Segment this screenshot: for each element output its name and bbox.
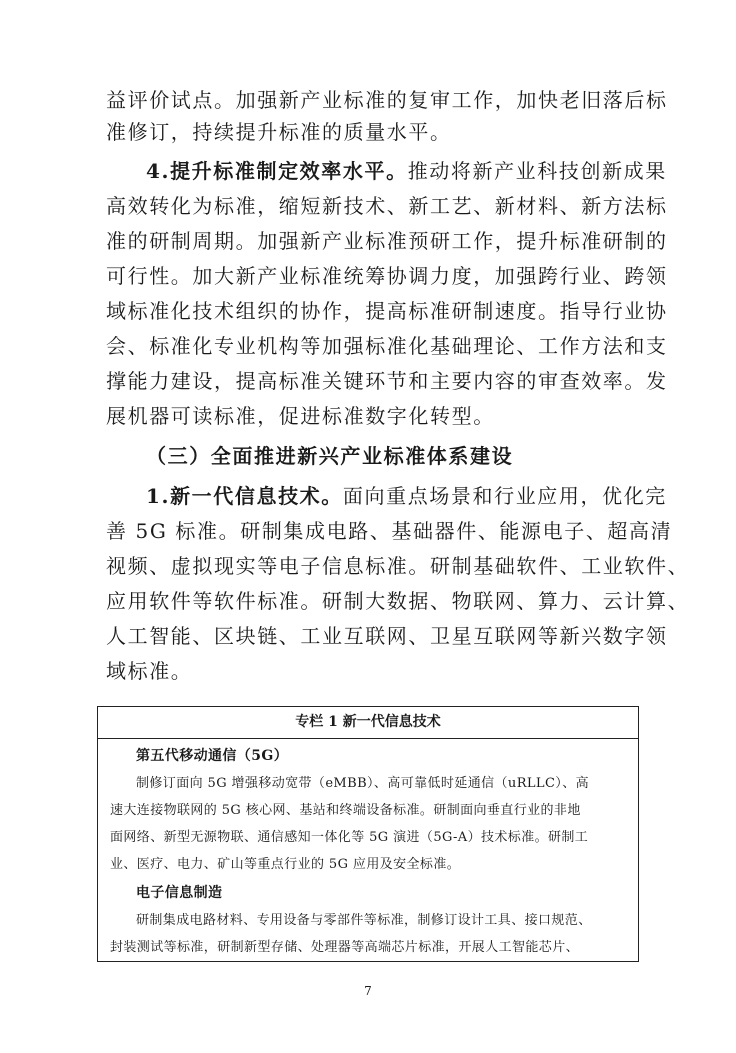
body-line [106,299,668,323]
heading-text: （三）全面推进新兴产业标准体系建设 [146,444,514,468]
box-line: 速大连接物联网的 5G 核心网、基站和终端设备标准。研制面向垂直行业的非地 [110,803,581,818]
body-line [106,554,690,578]
body-line [106,659,636,683]
box-title: 专栏 1 新一代信息技术 [98,707,638,739]
body-line [106,264,668,288]
body-text-span: 善 5G 标准。研制集成电路、基础器件、能源电子、超高清 [106,519,673,543]
body-line [106,624,668,648]
body-text-span: 可行性。加大新产业标准统筹协调力度，加强跨行业、跨领 [106,264,668,288]
body-line [106,120,636,144]
body-text-span: 会、标准化专业机构等加强标准化基础理论、工作方法和支 [106,334,668,358]
body-text-span: 推动将新产业科技创新成果 [407,159,667,183]
body-line [106,404,636,428]
body-text-span: 撑能力建设，提高标准关键环节和主要内容的审查效率。发 [106,369,668,393]
box-line: 业、医疗、电力、矿山等重点行业的 5G 应用及安全标准。 [110,857,461,872]
body-text-span: 域标准。 [106,659,193,683]
body-text-span: 准修订，持续提升标准的质量水平。 [106,120,452,144]
box-line: 封装测试等标准，研制新型存储、处理器等高端芯片标准，开展人工智能芯片、 [110,940,580,955]
heading-text: 4.提升标准制定效率水平。 [146,159,408,183]
heading-text: 1.新一代信息技术。 [146,484,343,508]
sidebar-box [97,706,639,962]
body-line [106,194,668,218]
box-line: 研制集成电路材料、专用设备与零部件等标准，制修订设计工具、接口规范、 [136,913,592,928]
body-line [106,334,668,358]
body-text-span: 面向重点场景和行业应用，优化完 [342,484,667,508]
body-line [146,484,676,508]
body-text-span: 高效转化为标准，缩短新技术、新工艺、新材料、新方法标 [106,194,668,218]
body-line [106,589,690,613]
body-line [146,159,676,183]
body-line [106,369,668,393]
box-subheading: 第五代移动通信（5G） [136,748,289,764]
box-line: 面网络、新型无源物联、通信感知一体化等 5G 演进（5G-A）技术标准。研制工 [110,830,589,845]
page-number: 7 [364,984,372,998]
body-line [106,229,668,253]
box-subheading: 电子信息制造 [136,885,223,901]
body-line [146,444,676,468]
body-line [106,519,673,543]
box-line: 制修订面向 5G 增强移动宽带（eMBB）、高可靠低时延通信（uRLLC）、高 [136,776,590,791]
body-text-span: 益评价试点。加强新产业标准的复审工作，加快老旧落后标 [106,88,668,112]
body-text-span: 准的研制周期。加强新产业标准预研工作，提升标准研制的 [106,229,668,253]
body-line [106,88,668,112]
body-text-span: 人工智能、区块链、工业互联网、卫星互联网等新兴数字领 [106,624,668,648]
body-text-span: 应用软件等软件标准。研制大数据、物联网、算力、云计算、 [106,589,690,613]
body-text-span: 展机器可读标准，促进标准数字化转型。 [106,404,495,428]
body-text-span: 视频、虚拟现实等电子信息标准。研制基础软件、工业软件、 [106,554,690,578]
body-text-span: 域标准化技术组织的协作，提高标准研制速度。指导行业协 [106,299,668,323]
